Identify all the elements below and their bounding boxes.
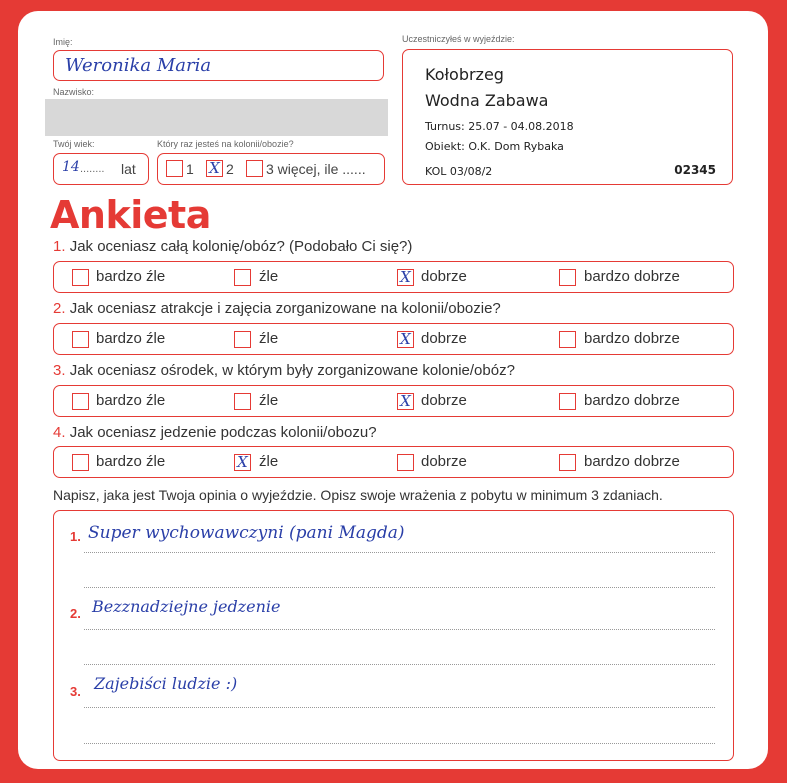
question-text: Jak oceniasz atrakcje i zajęcia zorganizowane na kolonii/obozie? xyxy=(69,300,501,317)
wiek-label: Twój wiek: xyxy=(53,139,95,149)
question-4 xyxy=(53,424,377,441)
rating-mark: X xyxy=(400,268,411,286)
answer-number: 2. xyxy=(70,606,81,621)
nazwisko-label: Nazwisko: xyxy=(53,87,95,97)
page-title: Ankieta xyxy=(50,193,211,237)
wiek-value: 14 xyxy=(62,159,80,175)
answer-number: 1. xyxy=(70,529,81,544)
question-text: Jak oceniasz ośrodek, w którym były zorganizowane kolonie/obóz? xyxy=(69,362,515,379)
question-number: 3. xyxy=(53,362,66,379)
answer-line xyxy=(84,743,715,744)
question-3 xyxy=(53,362,515,379)
ktory-raz-checkbox-3[interactable] xyxy=(246,160,263,177)
ktory-raz-field xyxy=(157,153,385,185)
participant-label: Uczestniczyłeś w wyjeździe: xyxy=(402,34,515,44)
rating-checkbox-zle[interactable] xyxy=(234,454,251,471)
question-number: 4. xyxy=(53,424,66,441)
ktory-raz-label: Który raz jesteś na kolonii/obozie? xyxy=(157,139,294,149)
rating-checkbox-zle[interactable] xyxy=(234,331,251,348)
rating-row-2 xyxy=(53,323,734,355)
rating-row-4 xyxy=(53,446,734,478)
rating-label: źle xyxy=(259,268,279,285)
question-number: 2. xyxy=(53,300,66,317)
rating-checkbox-dobrze[interactable] xyxy=(397,269,414,286)
participant-box xyxy=(402,49,733,185)
rating-label: bardzo źle xyxy=(96,392,166,409)
answer-line xyxy=(84,629,715,630)
question-1 xyxy=(53,238,412,255)
rating-label: dobrze xyxy=(421,453,467,470)
question-2 xyxy=(53,300,501,317)
rating-mark: X xyxy=(237,453,248,471)
ktory-raz-option-3: 3 więcej, ile ...... xyxy=(266,161,366,177)
rating-checkbox-zle[interactable] xyxy=(234,393,251,410)
participant-turnus: Turnus: 25.07 - 04.08.2018 xyxy=(425,120,574,133)
rating-row-3 xyxy=(53,385,734,417)
rating-checkbox-bardzo-dobrze[interactable] xyxy=(559,269,576,286)
participant-city: Kołobrzeg xyxy=(425,65,504,84)
rating-checkbox-dobrze[interactable] xyxy=(397,454,414,471)
rating-label: bardzo źle xyxy=(96,268,166,285)
rating-label: bardzo dobrze xyxy=(584,330,680,347)
participant-number: 02345 xyxy=(674,163,716,177)
rating-label: dobrze xyxy=(421,392,467,409)
answer-line xyxy=(84,552,715,553)
answer-text: Bezznadziejne jedzenie xyxy=(92,597,281,616)
answer-line xyxy=(84,664,715,665)
imie-label: Imię: xyxy=(53,37,73,47)
rating-checkbox-bardzo-dobrze[interactable] xyxy=(559,454,576,471)
nazwisko-redacted xyxy=(45,99,388,136)
question-text: Jak oceniasz jedzenie podczas kolonii/obozu? xyxy=(69,424,377,441)
rating-label: dobrze xyxy=(421,330,467,347)
answer-line xyxy=(84,587,715,588)
imie-value: Weronika Maria xyxy=(65,55,212,76)
rating-checkbox-bardzo-dobrze[interactable] xyxy=(559,331,576,348)
opinion-prompt: Napisz, jaka jest Twoja opinia o wyjeździe. Opisz swoje wrażenia z pobytu w minimum 3 zdaniach. xyxy=(53,487,663,503)
answer-line xyxy=(84,707,715,708)
rating-checkbox-dobrze[interactable] xyxy=(397,331,414,348)
participant-program: Wodna Zabawa xyxy=(425,91,549,110)
wiek-dots: ........ xyxy=(80,163,105,175)
rating-label: źle xyxy=(259,453,279,470)
ktory-raz-checkbox-1[interactable] xyxy=(166,160,183,177)
wiek-field[interactable] xyxy=(53,153,149,185)
answer-text: Zajebiści ludzie :) xyxy=(94,674,238,693)
answer-text: Super wychowawczyni (pani Magda) xyxy=(88,523,405,543)
participant-obiekt: Obiekt: O.K. Dom Rybaka xyxy=(425,140,564,153)
rating-label: bardzo dobrze xyxy=(584,268,680,285)
question-text: Jak oceniasz całą kolonię/obóz? (Podobało Ci się?) xyxy=(69,238,413,255)
question-number: 1. xyxy=(53,238,66,255)
rating-checkbox-bardzo-zle[interactable] xyxy=(72,331,89,348)
participant-code: KOL 03/08/2 xyxy=(425,165,493,178)
ktory-raz-checkbox-2[interactable] xyxy=(206,160,223,177)
rating-label: źle xyxy=(259,330,279,347)
rating-label: bardzo źle xyxy=(96,330,166,347)
ktory-raz-option-1: 1 xyxy=(186,161,194,177)
rating-row-1 xyxy=(53,261,734,293)
rating-checkbox-bardzo-zle[interactable] xyxy=(72,454,89,471)
wiek-unit: lat xyxy=(121,161,136,177)
rating-label: bardzo dobrze xyxy=(584,453,680,470)
imie-field[interactable] xyxy=(53,50,384,81)
opinion-box[interactable] xyxy=(53,510,734,761)
rating-label: źle xyxy=(259,392,279,409)
rating-mark: X xyxy=(400,392,411,410)
rating-checkbox-bardzo-zle[interactable] xyxy=(72,269,89,286)
rating-label: bardzo źle xyxy=(96,453,166,470)
rating-label: dobrze xyxy=(421,268,467,285)
survey-sheet xyxy=(18,11,768,769)
rating-mark: X xyxy=(400,330,411,348)
answer-number: 3. xyxy=(70,684,81,699)
ktory-raz-option-2: 2 xyxy=(226,161,234,177)
rating-checkbox-bardzo-zle[interactable] xyxy=(72,393,89,410)
rating-checkbox-dobrze[interactable] xyxy=(397,393,414,410)
rating-label: bardzo dobrze xyxy=(584,392,680,409)
rating-checkbox-bardzo-dobrze[interactable] xyxy=(559,393,576,410)
ktory-raz-mark: X xyxy=(209,159,220,177)
rating-checkbox-zle[interactable] xyxy=(234,269,251,286)
